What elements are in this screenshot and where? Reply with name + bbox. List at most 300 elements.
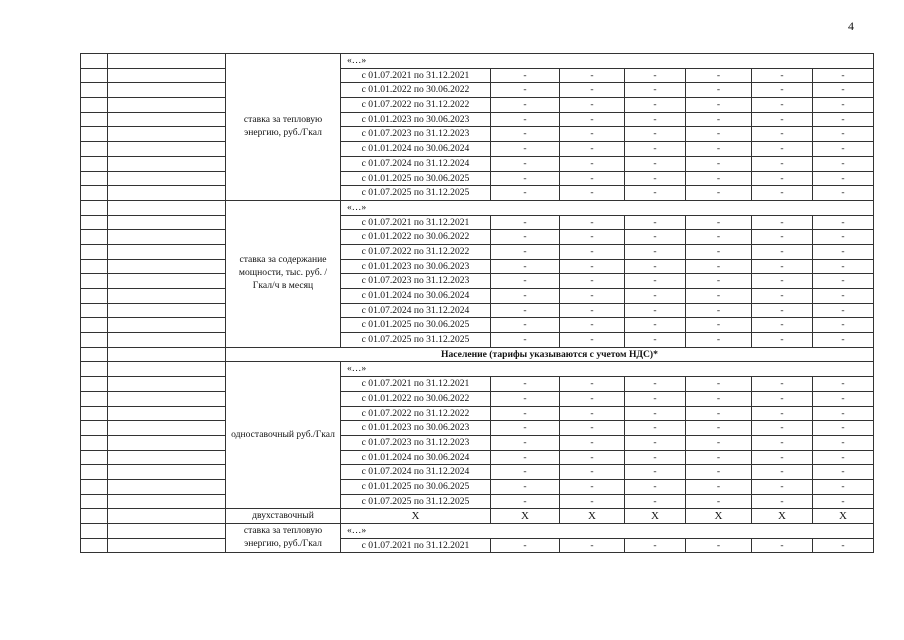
value-cell: - — [686, 230, 752, 245]
value-cell: - — [625, 112, 686, 127]
item-name-cell — [108, 83, 226, 98]
ellipsis-cell: «…» — [341, 524, 874, 539]
period-cell: с 01.07.2021 по 31.12.2021 — [341, 68, 491, 83]
value-cell: - — [752, 215, 813, 230]
row-number-cell — [81, 465, 108, 480]
value-cell: - — [752, 450, 813, 465]
item-name-cell — [108, 68, 226, 83]
tariff-table — [80, 53, 874, 553]
item-name-cell — [108, 524, 226, 539]
value-cell: - — [752, 127, 813, 142]
value-cell: - — [686, 377, 752, 392]
item-name-cell — [108, 318, 226, 333]
period-cell: с 01.07.2022 по 31.12.2022 — [341, 406, 491, 421]
item-name-cell — [108, 215, 226, 230]
table-row — [81, 538, 874, 553]
value-cell: - — [752, 186, 813, 201]
value-cell: - — [813, 303, 874, 318]
value-cell: - — [491, 406, 560, 421]
value-cell: - — [686, 83, 752, 98]
row-number-cell — [81, 362, 108, 377]
value-cell: - — [813, 127, 874, 142]
item-name-cell — [108, 230, 226, 245]
value-cell: - — [752, 156, 813, 171]
period-cell: с 01.01.2023 по 30.06.2023 — [341, 259, 491, 274]
item-name-cell — [108, 333, 226, 348]
period-cell: с 01.07.2022 по 31.12.2022 — [341, 98, 491, 113]
value-cell: - — [625, 377, 686, 392]
table-row — [81, 435, 874, 450]
value-cell: - — [560, 318, 625, 333]
value-cell: - — [560, 538, 625, 553]
value-cell: - — [625, 127, 686, 142]
row-number-cell — [81, 259, 108, 274]
ellipsis-cell: «…» — [341, 54, 874, 69]
value-cell: - — [686, 465, 752, 480]
row-number-cell — [81, 347, 108, 362]
value-cell: - — [813, 494, 874, 509]
value-cell: - — [813, 406, 874, 421]
row-number-cell — [81, 289, 108, 304]
value-cell: - — [813, 230, 874, 245]
table-row — [81, 186, 874, 201]
value-cell: - — [560, 391, 625, 406]
table-row — [81, 244, 874, 259]
value-cell: - — [752, 230, 813, 245]
value-cell: - — [625, 98, 686, 113]
value-cell: - — [560, 98, 625, 113]
table-row — [81, 303, 874, 318]
item-name-cell — [108, 186, 226, 201]
period-cell: с 01.07.2023 по 31.12.2023 — [341, 435, 491, 450]
x-mark-cell: Х — [625, 509, 686, 524]
period-cell: с 01.07.2024 по 31.12.2024 — [341, 156, 491, 171]
value-cell: - — [625, 406, 686, 421]
value-cell: - — [813, 68, 874, 83]
value-cell: - — [560, 142, 625, 157]
row-number-cell — [81, 303, 108, 318]
period-cell: с 01.07.2025 по 31.12.2025 — [341, 333, 491, 348]
value-cell: - — [813, 479, 874, 494]
x-mark-cell: Х — [686, 509, 752, 524]
table-row — [81, 333, 874, 348]
row-number-cell — [81, 112, 108, 127]
period-cell: с 01.07.2021 по 31.12.2021 — [341, 215, 491, 230]
row-number-cell — [81, 186, 108, 201]
table-row — [81, 479, 874, 494]
period-cell: с 01.01.2025 по 30.06.2025 — [341, 318, 491, 333]
item-name-cell — [108, 200, 226, 215]
value-cell: - — [625, 391, 686, 406]
value-cell: - — [686, 303, 752, 318]
value-cell: - — [813, 318, 874, 333]
value-cell: - — [625, 303, 686, 318]
value-cell: - — [560, 333, 625, 348]
value-cell: - — [813, 538, 874, 553]
value-cell: - — [491, 435, 560, 450]
period-cell: с 01.07.2021 по 31.12.2021 — [341, 538, 491, 553]
value-cell: - — [752, 171, 813, 186]
item-name-cell — [108, 303, 226, 318]
item-name-cell — [108, 509, 226, 524]
table-row — [81, 377, 874, 392]
value-cell: - — [560, 303, 625, 318]
page-number: 4 — [848, 19, 854, 33]
value-cell: - — [625, 494, 686, 509]
population-section-header: Население (тарифы указываются с учетом НДС)* — [226, 347, 874, 362]
period-cell: с 01.01.2023 по 30.06.2023 — [341, 112, 491, 127]
period-cell: с 01.07.2022 по 31.12.2022 — [341, 244, 491, 259]
value-cell: - — [625, 171, 686, 186]
value-cell: - — [491, 479, 560, 494]
value-cell: - — [625, 333, 686, 348]
value-cell: - — [813, 421, 874, 436]
value-cell: - — [560, 259, 625, 274]
item-name-cell — [108, 465, 226, 480]
period-cell: с 01.01.2022 по 30.06.2022 — [341, 230, 491, 245]
value-cell: - — [686, 112, 752, 127]
value-cell: - — [686, 171, 752, 186]
table-row — [81, 112, 874, 127]
row-number-cell — [81, 142, 108, 157]
row-number-cell — [81, 509, 108, 524]
item-name-cell — [108, 347, 226, 362]
rate-label-single-rate: одноставочный руб./Гкал — [226, 362, 341, 509]
item-name-cell — [108, 435, 226, 450]
value-cell: - — [813, 142, 874, 157]
value-cell: - — [752, 259, 813, 274]
value-cell: - — [560, 450, 625, 465]
table-row — [81, 391, 874, 406]
value-cell: - — [625, 83, 686, 98]
value-cell: - — [752, 142, 813, 157]
value-cell: - — [813, 244, 874, 259]
value-cell: - — [491, 68, 560, 83]
rate-label-heat-energy-population: ставка за тепловую энергию, руб./Гкал — [226, 524, 341, 553]
value-cell: - — [491, 333, 560, 348]
value-cell: - — [560, 406, 625, 421]
table-row — [81, 289, 874, 304]
row-number-cell — [81, 333, 108, 348]
row-number-cell — [81, 524, 108, 539]
table-row — [81, 142, 874, 157]
value-cell: - — [560, 112, 625, 127]
value-cell: - — [560, 289, 625, 304]
value-cell: - — [686, 142, 752, 157]
period-cell: с 01.01.2024 по 30.06.2024 — [341, 142, 491, 157]
item-name-cell — [108, 377, 226, 392]
row-number-cell — [81, 171, 108, 186]
value-cell: - — [491, 171, 560, 186]
item-name-cell — [108, 142, 226, 157]
value-cell: - — [686, 68, 752, 83]
table-row — [81, 156, 874, 171]
row-number-cell — [81, 479, 108, 494]
item-name-cell — [108, 479, 226, 494]
period-cell: с 01.01.2025 по 30.06.2025 — [341, 479, 491, 494]
value-cell: - — [813, 98, 874, 113]
value-cell: - — [560, 244, 625, 259]
value-cell: - — [752, 391, 813, 406]
value-cell: - — [752, 83, 813, 98]
value-cell: - — [752, 98, 813, 113]
value-cell: - — [560, 421, 625, 436]
table-row — [81, 450, 874, 465]
table-row — [81, 215, 874, 230]
value-cell: - — [625, 259, 686, 274]
period-cell: с 01.01.2024 по 30.06.2024 — [341, 450, 491, 465]
value-cell: - — [625, 289, 686, 304]
table-row — [81, 171, 874, 186]
value-cell: - — [491, 450, 560, 465]
row-number-cell — [81, 421, 108, 436]
value-cell: - — [686, 333, 752, 348]
value-cell: - — [560, 127, 625, 142]
value-cell: - — [491, 318, 560, 333]
value-cell: - — [752, 112, 813, 127]
row-number-cell — [81, 391, 108, 406]
value-cell: - — [752, 303, 813, 318]
period-cell: с 01.07.2023 по 31.12.2023 — [341, 274, 491, 289]
x-mark-cell: Х — [491, 509, 560, 524]
period-cell: с 01.01.2022 по 30.06.2022 — [341, 391, 491, 406]
table-row — [81, 200, 874, 215]
period-cell: с 01.01.2025 по 30.06.2025 — [341, 171, 491, 186]
value-cell: - — [625, 450, 686, 465]
value-cell: - — [625, 421, 686, 436]
value-cell: - — [560, 230, 625, 245]
value-cell: - — [560, 156, 625, 171]
row-number-cell — [81, 230, 108, 245]
value-cell: - — [625, 186, 686, 201]
value-cell: - — [813, 465, 874, 480]
value-cell: - — [813, 112, 874, 127]
item-name-cell — [108, 362, 226, 377]
item-name-cell — [108, 98, 226, 113]
value-cell: - — [625, 274, 686, 289]
value-cell: - — [625, 68, 686, 83]
value-cell: - — [491, 112, 560, 127]
value-cell: - — [752, 377, 813, 392]
value-cell: - — [491, 83, 560, 98]
period-cell: с 01.07.2024 по 31.12.2024 — [341, 465, 491, 480]
value-cell: - — [560, 377, 625, 392]
value-cell: - — [813, 186, 874, 201]
two-rate-row — [81, 509, 874, 524]
value-cell: - — [491, 303, 560, 318]
value-cell: - — [491, 538, 560, 553]
value-cell: - — [560, 479, 625, 494]
value-cell: - — [625, 156, 686, 171]
value-cell: - — [752, 289, 813, 304]
value-cell: - — [686, 391, 752, 406]
item-name-cell — [108, 54, 226, 69]
row-number-cell — [81, 274, 108, 289]
value-cell: - — [491, 465, 560, 480]
period-cell: с 01.01.2022 по 30.06.2022 — [341, 83, 491, 98]
value-cell: - — [625, 215, 686, 230]
item-name-cell — [108, 112, 226, 127]
value-cell: - — [625, 479, 686, 494]
row-number-cell — [81, 538, 108, 553]
value-cell: - — [491, 274, 560, 289]
item-name-cell — [108, 494, 226, 509]
row-number-cell — [81, 54, 108, 69]
value-cell: - — [491, 421, 560, 436]
value-cell: - — [491, 186, 560, 201]
value-cell: - — [560, 215, 625, 230]
value-cell: - — [686, 494, 752, 509]
value-cell: - — [491, 142, 560, 157]
value-cell: - — [560, 171, 625, 186]
value-cell: - — [752, 538, 813, 553]
item-name-cell — [108, 289, 226, 304]
value-cell: - — [813, 333, 874, 348]
value-cell: - — [686, 215, 752, 230]
value-cell: - — [625, 465, 686, 480]
table-row — [81, 406, 874, 421]
table-row — [81, 524, 874, 539]
table-row — [81, 83, 874, 98]
value-cell: - — [752, 274, 813, 289]
value-cell: - — [813, 391, 874, 406]
rate-label-heat-energy: ставка за тепловую энергию, руб./Гкал — [226, 54, 341, 201]
row-number-cell — [81, 377, 108, 392]
table-row — [81, 362, 874, 377]
value-cell: - — [752, 494, 813, 509]
value-cell: - — [752, 465, 813, 480]
value-cell: - — [560, 274, 625, 289]
item-name-cell — [108, 406, 226, 421]
value-cell: - — [686, 289, 752, 304]
item-name-cell — [108, 538, 226, 553]
value-cell: - — [625, 538, 686, 553]
row-number-cell — [81, 200, 108, 215]
x-mark-cell: Х — [752, 509, 813, 524]
value-cell: - — [813, 289, 874, 304]
value-cell: - — [560, 68, 625, 83]
value-cell: - — [813, 215, 874, 230]
row-number-cell — [81, 98, 108, 113]
value-cell: - — [686, 186, 752, 201]
value-cell: - — [625, 230, 686, 245]
two-rate-label: двухставочный — [226, 509, 341, 524]
value-cell: - — [491, 215, 560, 230]
value-cell: - — [491, 127, 560, 142]
table-row — [81, 54, 874, 69]
item-name-cell — [108, 171, 226, 186]
rate-label-capacity: ставка за содержание мощности, тыс. руб. /Гкал/ч в месяц — [226, 200, 341, 347]
row-number-cell — [81, 318, 108, 333]
value-cell: - — [813, 377, 874, 392]
value-cell: - — [813, 274, 874, 289]
value-cell: - — [625, 142, 686, 157]
period-cell: с 01.07.2023 по 31.12.2023 — [341, 127, 491, 142]
x-mark-cell: Х — [813, 509, 874, 524]
value-cell: - — [491, 98, 560, 113]
table-row — [81, 259, 874, 274]
value-cell: - — [686, 435, 752, 450]
row-number-cell — [81, 450, 108, 465]
table-row — [81, 127, 874, 142]
row-number-cell — [81, 435, 108, 450]
period-cell: с 01.07.2025 по 31.12.2025 — [341, 186, 491, 201]
value-cell: - — [686, 538, 752, 553]
value-cell: - — [686, 406, 752, 421]
value-cell: - — [752, 318, 813, 333]
ellipsis-cell: «…» — [341, 200, 874, 215]
table-row — [81, 274, 874, 289]
value-cell: - — [686, 450, 752, 465]
period-cell: с 01.01.2024 по 30.06.2024 — [341, 289, 491, 304]
value-cell: - — [752, 333, 813, 348]
item-name-cell — [108, 244, 226, 259]
value-cell: - — [560, 435, 625, 450]
row-number-cell — [81, 244, 108, 259]
ellipsis-cell: «…» — [341, 362, 874, 377]
tariff-table-body — [81, 54, 874, 553]
value-cell: - — [686, 259, 752, 274]
value-cell: - — [686, 98, 752, 113]
table-row — [81, 230, 874, 245]
table-row — [81, 68, 874, 83]
value-cell: - — [752, 68, 813, 83]
row-number-cell — [81, 68, 108, 83]
row-number-cell — [81, 83, 108, 98]
table-row — [81, 98, 874, 113]
period-cell: с 01.07.2025 по 31.12.2025 — [341, 494, 491, 509]
value-cell: - — [625, 435, 686, 450]
value-cell: - — [752, 435, 813, 450]
value-cell: - — [491, 289, 560, 304]
value-cell: - — [560, 465, 625, 480]
value-cell: - — [491, 230, 560, 245]
value-cell: - — [813, 83, 874, 98]
value-cell: - — [491, 156, 560, 171]
item-name-cell — [108, 259, 226, 274]
item-name-cell — [108, 421, 226, 436]
value-cell: - — [686, 479, 752, 494]
row-number-cell — [81, 494, 108, 509]
value-cell: - — [560, 186, 625, 201]
item-name-cell — [108, 156, 226, 171]
value-cell: - — [813, 450, 874, 465]
value-cell: - — [752, 406, 813, 421]
value-cell: - — [491, 377, 560, 392]
value-cell: - — [686, 244, 752, 259]
item-name-cell — [108, 274, 226, 289]
value-cell: - — [560, 494, 625, 509]
value-cell: - — [491, 391, 560, 406]
item-name-cell — [108, 391, 226, 406]
row-number-cell — [81, 406, 108, 421]
table-row — [81, 494, 874, 509]
value-cell: - — [752, 421, 813, 436]
value-cell: - — [752, 244, 813, 259]
x-mark-cell: Х — [341, 509, 491, 524]
period-cell: с 01.01.2023 по 30.06.2023 — [341, 421, 491, 436]
value-cell: - — [686, 318, 752, 333]
value-cell: - — [686, 274, 752, 289]
value-cell: - — [813, 171, 874, 186]
period-cell: с 01.07.2024 по 31.12.2024 — [341, 303, 491, 318]
value-cell: - — [686, 421, 752, 436]
value-cell: - — [813, 259, 874, 274]
x-mark-cell: Х — [560, 509, 625, 524]
section-row — [81, 347, 874, 362]
value-cell: - — [752, 479, 813, 494]
value-cell: - — [813, 156, 874, 171]
